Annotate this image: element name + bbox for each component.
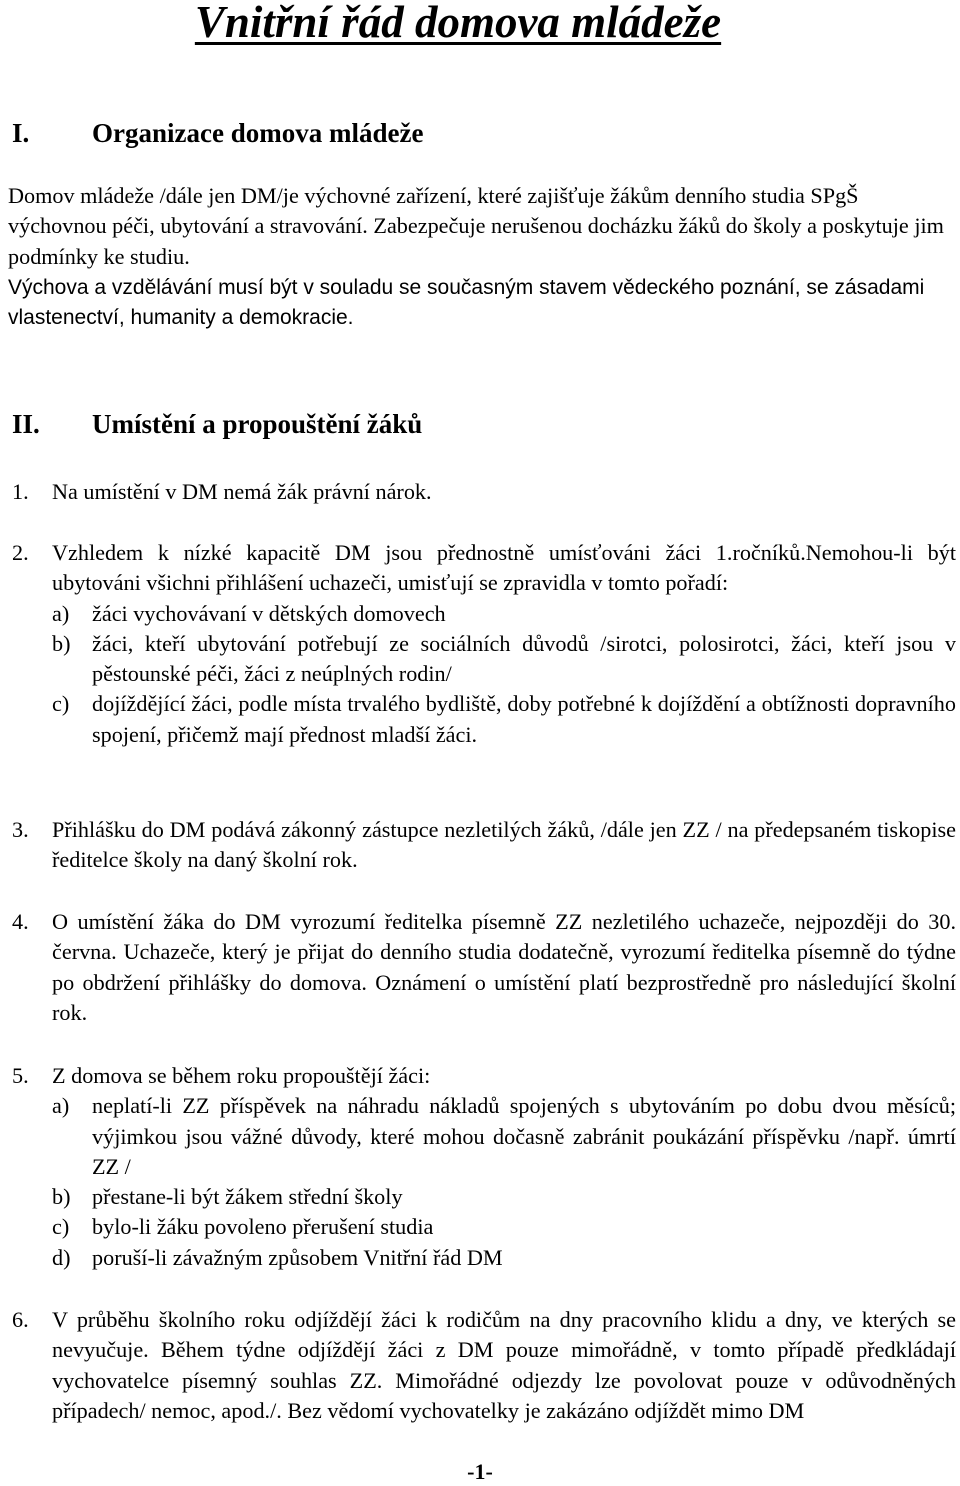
sub-letter: a) — [52, 600, 70, 626]
section-1-heading — [12, 117, 612, 149]
list-item-5-sub-b — [52, 1182, 956, 1212]
list-item-1-text: Na umístění v DM nemá žák právní nárok. — [52, 479, 432, 504]
sub-text: bylo-li žáku povoleno přerušení studia — [92, 1214, 434, 1240]
sub-letter: c) — [52, 691, 70, 717]
section-2-title: Umístění a propouštění žáků — [92, 409, 423, 439]
list-item-5-sub-d — [52, 1243, 956, 1273]
sub-text: dojíždějící žáci, podle místa trvalého bydliště, doby potřebné k dojíždění a obtížnosti dopravního spojení, přičemž mají přednost mladší žáci. — [92, 691, 956, 747]
document-title: Vnitřní řád domova mládeže — [194, 0, 722, 47]
page-number: -1- — [467, 1459, 493, 1484]
list-item-2-sub-c — [52, 689, 956, 750]
list-item-5-sub-a — [52, 1091, 956, 1182]
section-2-number: II. — [12, 409, 40, 439]
list-item-4-number: 4. — [12, 909, 29, 934]
sub-letter: a) — [52, 1093, 70, 1119]
sub-text: žáci, kteří ubytování potřebují ze sociálních důvodů /sirotci, polosirotci, žáci, kteří jsou v pěstounské péči, žáci z neúplných rodin/ — [92, 630, 956, 687]
list-item-3-number: 3. — [12, 817, 29, 842]
sub-letter: d) — [52, 1244, 71, 1270]
list-item-5-text: Z domova se během roku propouštějí žáci: — [52, 1063, 431, 1088]
list-item-2 — [12, 538, 956, 750]
list-item-6-number: 6. — [12, 1307, 29, 1332]
list-item-4-text: O umístění žáka do DM vyrozumí ředitelka písemně ZZ nezletilého uchazeče, nejpozději do 30. června. Uchazeče, který je přijat do denního studia dodatečně, vyrozumí ředitelka písemně do týdne po obdržení přihlášky do domova. Oznámení o umístění platí bezprostředně pro následující školní rok. — [52, 909, 956, 1025]
sub-text: poruší-li závažným způsobem Vnitřní řád DM — [92, 1244, 503, 1270]
list-item-2-number: 2. — [12, 540, 29, 565]
list-item-4 — [12, 907, 956, 1028]
sub-text: přestane-li být žákem střední školy — [92, 1184, 403, 1210]
sub-text: žáci vychovávaní v dětských domovech — [92, 600, 446, 626]
list-item-2-sub-a — [52, 599, 956, 629]
list-item-5 — [12, 1061, 956, 1273]
sub-letter: c) — [52, 1214, 70, 1240]
sub-letter: b) — [52, 1184, 71, 1210]
sub-letter: b) — [52, 630, 71, 656]
list-item-2-sub-b — [52, 629, 956, 690]
list-item-3-text: Přihlášku do DM podává zákonný zástupce nezletilých žáků, /dále jen ZZ / na předepsaném tiskopise ředitelce školy na daný školní rok. — [52, 817, 956, 873]
section-1-number: I. — [12, 118, 30, 148]
section-1-paragraph-b: Výchova a vzdělávání musí být v souladu se současným stavem vědeckého poznání, se zásadami vlastenectví, humanity a demokracie. — [8, 276, 925, 330]
list-item-5-sub-c — [52, 1212, 956, 1242]
list-item-1 — [12, 477, 956, 507]
section-1-paragraph-a: Domov mládeže /dále jen DM/je výchovné zařízení, které zajišťuje žákům denního studia SPgŠ výchovnou péči, ubytování a stravování. Zabezpečuje nerušenou docházku žáků do školy a poskytuje jim podmínky ke studiu. — [8, 183, 944, 269]
list-item-3 — [12, 815, 956, 876]
list-item-1-number: 1. — [12, 479, 29, 504]
section-1-title: Organizace domova mládeže — [92, 118, 424, 148]
list-item-6 — [12, 1305, 956, 1426]
sub-text: neplatí-li ZZ příspěvek na náhradu nákladů spojených s ubytováním po dobu dvou měsíců; výjimkou jsou vážné důvody, které mohou dočasně zabránit poukázání příspěvku /např. úmrtí ZZ / — [92, 1093, 956, 1179]
list-item-6-text: V průběhu školního roku odjíždějí žáci k rodičům na dny pracovního klidu a dny, ve kterých se nevyučuje. Během týdne odjíždějí žáci z DM pouze mimořádně, v tomto případě předkládají vychovatelce písemný souhlas ZZ. Mimořádné odjezdy lze povolovat pouze v odůvodněných případech/ nemoc, apod./. Bez vědomí vychovatelky je zakázáno odjíždět mimo DM — [52, 1307, 956, 1423]
list-item-5-number: 5. — [12, 1063, 29, 1088]
list-item-2-text: Vzhledem k nízké kapacitě DM jsou přednostně umísťováni žáci 1.ročníků.Nemohou-li být ubytováni všichni přihlášení uchazeči, umisťují se zpravidla v tomto pořadí: — [52, 540, 956, 596]
section-2-heading — [12, 408, 612, 440]
